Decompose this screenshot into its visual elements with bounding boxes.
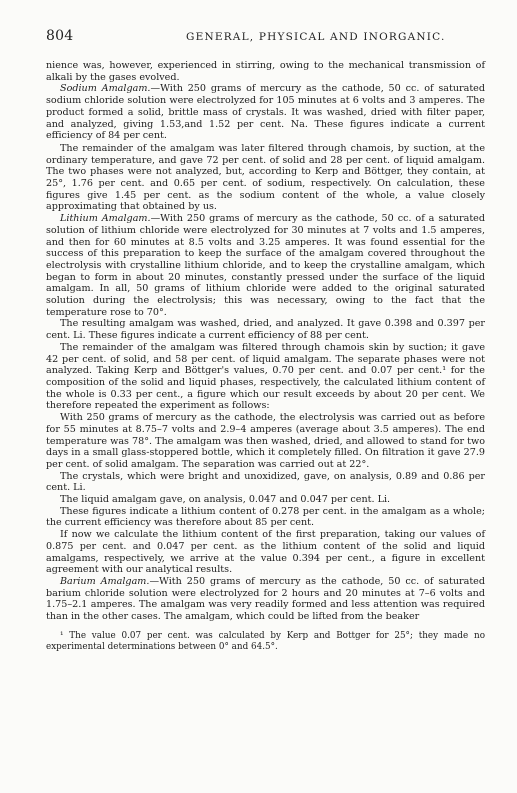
- paragraph: The remainder of the amalgam was later filtered through chamois, by suction, at the ordinary temperature, and gave 72 per cent. of solid and 28 per cent. of liquid amalgam. The two phases were not analyzed, but, according to Kerp and Böttger, they contain, at 25°, 1.76 per cent. and 0.65 per cent. of sodium, respectively. On calculation, these figures give 1.45 per cent. as the sodium content of the whole, a value closely approximating that obtained by us.: [46, 142, 485, 213]
- paragraph: The remainder of the amalgam was filtered through chamois skin by suction; it gave 42 per cent. of solid, and 58 per cent. of liquid amalgam. The separate phases were not analyzed. Taking Kerp and Böttger's values, 0.70 per cent. and 0.07 per cent.¹ for the composition of the solid and liquid phases, respectively, the calculated lithium content of the whole is 0.33 per cent., a figure which our result exceeds by about 20 per cent. We therefore repeated the experiment as follows:: [46, 341, 485, 412]
- paragraph: These figures indicate a lithium content of 0.278 per cent. in the amalgam as a whole; the current efficiency was therefore about 85 per cent.: [46, 505, 485, 529]
- paragraph: The crystals, which were bright and unoxidized, gave, on analysis, 0.89 and 0.86 per cent. Li.: [46, 470, 485, 494]
- paragraph: Lithium Amalgam.—With 250 grams of mercury as the cathode, 50 cc. of a saturated solution of lithium chloride were electrolyzed for 30 minutes at 7 volts and 1.5 amperes, and then for 60 minutes at 8.5 volts and 3.25 amperes. It was found essential for the success of this preparation to keep the surface of the amalgam covered throughout the electrolysis with crystalline lithium chloride, and to keep the crystalline amalgam, which began to form in about 20 minutes, constantly pressed under the surface of the liquid amalgam. In all, 50 grams of lithium chloride were added to the original saturated solution during the electrolysis; this was necessary, owing to the fact that the temperature rose to 70°.: [46, 213, 485, 318]
- paragraph: The resulting amalgam was washed, dried, and analyzed. It gave 0.398 and 0.397 per cent. Li. These figures indicate a current efficiency of 88 per cent.: [46, 318, 485, 342]
- paragraph: nience was, however, experienced in stirring, owing to the mechanical transmission of alkali by the gases evolved.: [46, 60, 485, 83]
- running-title: GENERAL, PHYSICAL AND INORGANIC.: [186, 31, 446, 43]
- paragraph: If now we calculate the lithium content of the first preparation, taking our values of 0.875 per cent. and 0.047 per cent. as the lithium content of the solid and liquid amalgams, respectively, we arrive at the value 0.394 per cent., a figure in excellent agreement with our analytical results.: [46, 529, 485, 576]
- paragraph: With 250 grams of mercury as the cathode, the electrolysis was carried out as before for 55 minutes at 8.75–7 volts and 2.9–4 amperes (average about 3.5 amperes). The end temperature was 78°. The amalgam was then washed, dried, and allowed to stand for two days in a small glass-stoppered bottle, which it completely filled. On filtration it gave 27.9 per cent. of solid amalgam. The separation was carried out at 22°.: [46, 412, 485, 470]
- page-number: 804: [46, 28, 74, 44]
- section-lead: Sodium Amalgam.: [60, 83, 151, 95]
- footnote: ¹ The value 0.07 per cent. was calculated by Kerp and Bottger for 25°; they made no experimental determinations between 0° and 64.5°.: [46, 630, 485, 652]
- section-lead: Barium Amalgam.: [60, 575, 150, 587]
- section-lead: Lithium Amalgam.: [60, 213, 151, 225]
- paragraph: The liquid amalgam gave, on analysis, 0.047 and 0.047 per cent. Li.: [60, 494, 391, 506]
- paragraph: Sodium Amalgam.—With 250 grams of mercury as the cathode, 50 cc. of saturated sodium chloride solution were electrolyzed for 105 minutes at 6 volts and 3 amperes. The product formed a solid, brittle mass of crystals. It was washed, dried with filter paper, and analyzed, giving 1.53,and 1.52 per cent. Na. These figures indicate a current efficiency of 84 per cent.: [46, 83, 485, 142]
- page-header: [46, 28, 485, 48]
- body-text: [46, 60, 485, 623]
- paragraph: Barium Amalgam.—With 250 grams of mercury as the cathode, 50 cc. of saturated barium chloride solution were electrolyzed for 2 hours and 20 minutes at 7–6 volts and 1.75–2.1 amperes. The amalgam was very readily formed and less attention was required than in the other cases. The amalgam, which could be lifted from the beaker: [46, 575, 485, 623]
